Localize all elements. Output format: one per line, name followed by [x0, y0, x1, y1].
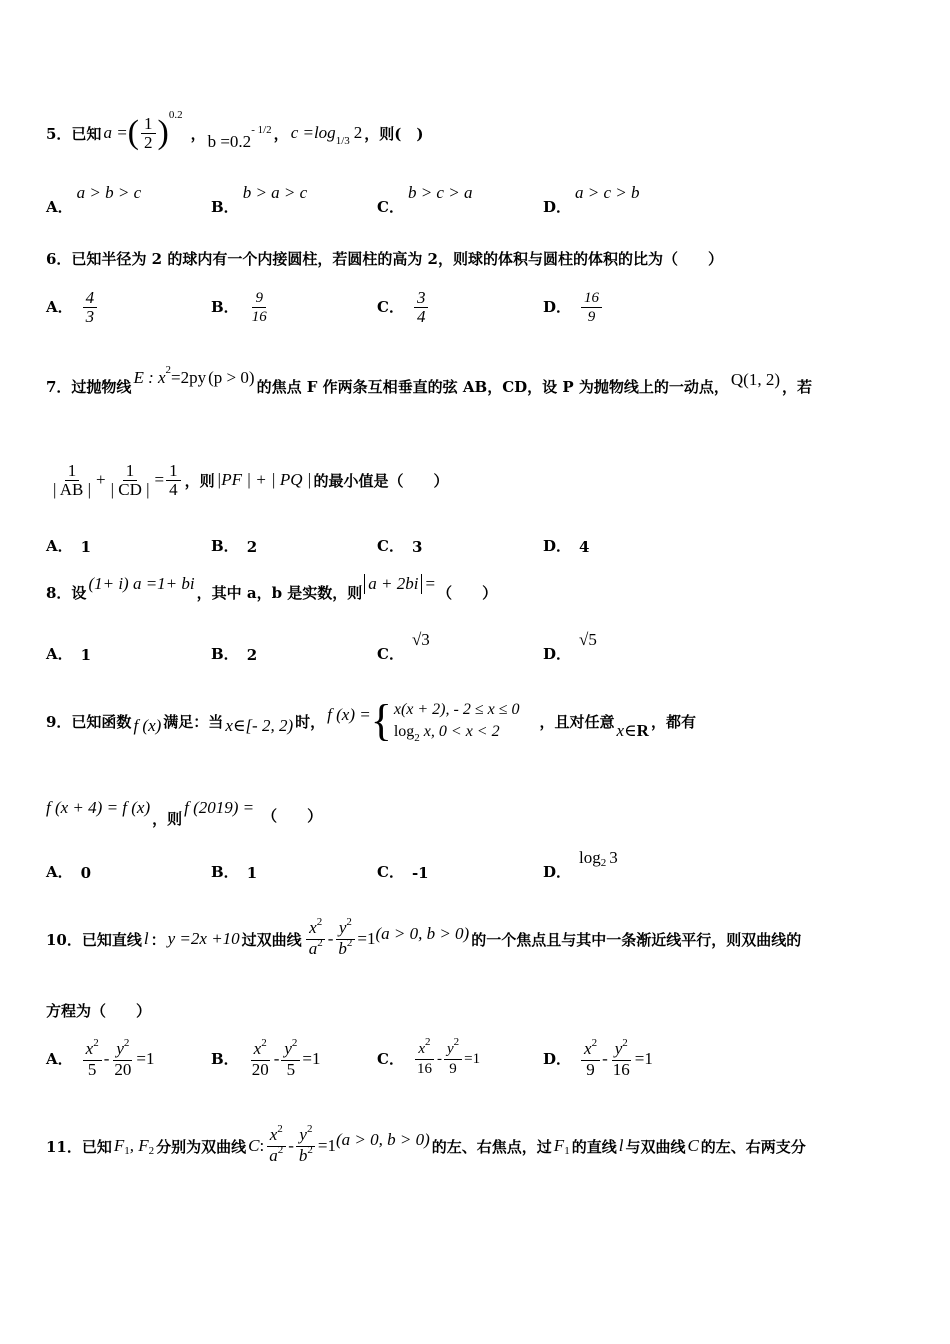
q9-option-a[interactable]: A． 0 — [46, 863, 92, 882]
q7-target-expr: |PF | + | PQ | — [216, 470, 312, 489]
q10-line-eq: y =2x +10 — [167, 929, 240, 948]
q5-option-a[interactable]: A． a > b > c — [46, 183, 142, 216]
q6-option-d[interactable]: D． $\frac{16}{9}$ — [543, 284, 604, 330]
q5-a-expr: a = ( $\frac{1}{2}$ ) 0.2 — [103, 109, 183, 152]
question-10: 10．已知直线 l ： y =2x +10 过双曲线 $\frac{x^2}{a^2}$ - $\frac{y^2}{b^2}$ =1 (a > 0, b > 0) 的一个焦点且与其中一条渐近线平行，则双曲线的 — [46, 915, 802, 958]
q5-stem: 5．已知 — [46, 124, 102, 143]
q10-option-a[interactable]: A． $\frac{x^2}{5}$ - $\frac{y^2}{20}$ =1 — [46, 1036, 155, 1079]
q7-condition: $\frac{1}{| AB |}$ + $\frac{1}{| CD |}$ = $\frac{1}{4}$ — [46, 462, 185, 499]
q9-options — [46, 848, 916, 884]
question-7: 7．过抛物线 E : x 2 =2py (p > 0) 的焦点 F 作两条互相垂直的弦 AB，CD，设 P 为抛物线上的一动点， Q(1, 2) ，若 — [46, 364, 812, 396]
q9-option-c[interactable]: C． -1 — [377, 863, 429, 882]
q6-option-b[interactable]: B． $\frac{9}{16}$ — [211, 289, 267, 325]
q8-option-c[interactable]: C． √3 — [377, 630, 430, 663]
q5-option-b[interactable]: B． b > a > c — [211, 183, 308, 216]
q8-equation: (1+ i) a =1+ bi — [88, 574, 195, 593]
q5-options — [46, 183, 916, 219]
q10-option-c[interactable]: C． $\frac{x^2}{16}$ - $\frac{y^2}{9}$ =1 — [377, 1036, 481, 1077]
q7-parabola: E : x 2 =2py (p > 0) — [133, 364, 255, 387]
q6-options — [46, 284, 916, 330]
q8-option-b[interactable]: B． 2 — [211, 645, 258, 664]
q9-option-b[interactable]: B． 1 — [211, 863, 258, 882]
question-11: 11．已知 F 1 , F 2 分别为双曲线 C : $\frac{x^2}{a^2}$ - $\frac{y^2}{b^2}$ =1 (a > 0, b > 0) 的左、右焦点，过 F 1 的直线 l 与双曲线 C 的左、右两支分 — [46, 1122, 806, 1165]
q5-b-expr: b =0.2 - 1/2 — [207, 124, 272, 151]
question-8: 8．设 (1+ i) a =1+ bi ，其中 a，b 是实数，则 a + 2bi = （ ） — [46, 574, 498, 602]
q5-c-expr: c =log 1/3 2 — [290, 123, 363, 147]
q9-ask-expr: f (2019) = — [184, 798, 255, 817]
q7-option-c[interactable]: C． 3 — [377, 537, 423, 556]
q7-options — [46, 532, 916, 558]
q6-option-a[interactable]: A． $\frac{4}{3}$ — [46, 284, 99, 330]
q7-option-d[interactable]: D． 4 — [543, 537, 590, 556]
q8-options — [46, 630, 916, 666]
q10-options — [46, 1034, 916, 1084]
q10-hyperbola: $\frac{x^2}{a^2}$ - $\frac{y^2}{b^2}$ =1 (a > 0, b > 0) — [302, 919, 472, 960]
question-9-line-2: f (x + 4) = f (x) ，则 f (2019) = （ ） — [46, 798, 323, 828]
question-10-line-2: 方程为（ ） — [46, 1001, 152, 1020]
q9-domain: x∈[- 2, 2) — [225, 716, 294, 735]
q7-point-q: Q(1, 2) — [730, 370, 780, 389]
q8-option-d[interactable]: D． √5 — [543, 630, 597, 663]
q9-piecewise: f (x) = { x(x + 2), - 2 ≤ x ≤ 0 $\log_2 x$, 0 < x < 2 — [327, 696, 520, 745]
question-9: 9．已知函数 f (x) 满足：当 x∈[- 2, 2) 时， f (x) = { x(x + 2), - 2 ≤ x ≤ 0 $\log_2 x$, 0 < x < 2 ，且对任意 x∈ R ，都有 — [46, 696, 696, 745]
q11-foci: F 1 , F 2 — [113, 1136, 155, 1157]
q6-option-c[interactable]: C． $\frac{3}{4}$ — [377, 284, 430, 330]
q10-option-b[interactable]: B． $\frac{x^2}{20}$ - $\frac{y^2}{5}$ =1 — [211, 1036, 321, 1079]
q9-option-d[interactable]: D． log 2 3 — [543, 848, 618, 881]
q8-abs-expr: a + 2bi = — [362, 574, 437, 594]
q5-option-c[interactable]: C． b > c > a — [377, 183, 473, 216]
q7-option-b[interactable]: B． 2 — [211, 537, 258, 556]
question-6 — [46, 246, 910, 270]
question-5: 5．已知 a = ( $\frac{1}{2}$ ) 0.2 ， b =0.2 - 1/2 ， c =log 1/3 2 ，则( ) — [46, 109, 424, 152]
question-7-line-2: $\frac{1}{| AB |}$ + $\frac{1}{| CD |}$ = $\frac{1}{4}$ ，则 |PF | + | PQ | 的最小值是（ ） — [46, 452, 910, 508]
q5-option-d[interactable]: D． a > c > b — [543, 183, 640, 216]
q10-option-d[interactable]: D． $\frac{x^2}{9}$ - $\frac{y^2}{16}$ =1 — [543, 1036, 653, 1079]
q6-stem: 6．已知半径为 2 的球内有一个内接圆柱，若圆柱的高为 2，则球的体积与圆柱的体积的比为（ ） — [46, 249, 723, 268]
q7-option-a[interactable]: A． 1 — [46, 537, 92, 556]
q9-function: f (x) — [133, 716, 162, 735]
q8-option-a[interactable]: A． 1 — [46, 645, 92, 664]
q11-hyperbola: C : $\frac{x^2}{a^2}$ - $\frac{y^2}{b^2}$ =1 (a > 0, b > 0) — [248, 1122, 430, 1165]
q9-period-eq: f (x + 4) = f (x) — [46, 798, 151, 817]
